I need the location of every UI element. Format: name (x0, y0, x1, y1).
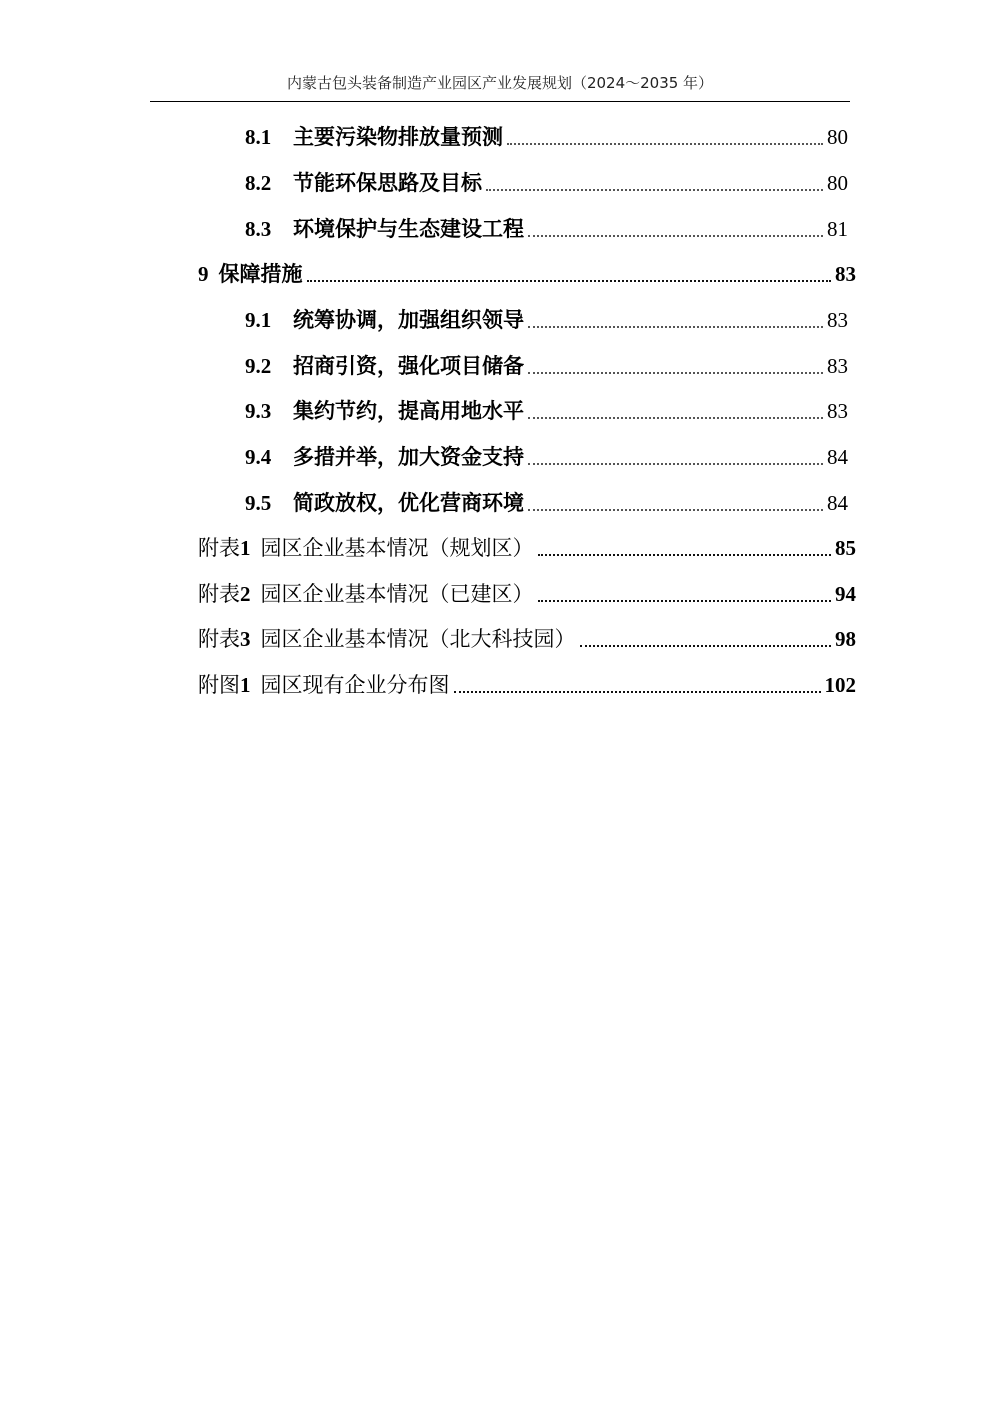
toc-entry-title: 多措并举，加大资金支持 (293, 445, 524, 469)
toc-entry-page: 98 (835, 627, 856, 651)
toc-entry-prefix: 附表 (198, 627, 240, 651)
toc-entry-page: 80 (827, 171, 848, 195)
toc-entry-9-1[interactable] (245, 305, 848, 335)
toc-leader-dots (528, 326, 823, 328)
toc-entry-page: 83 (835, 262, 856, 286)
toc-entry-page: 102 (824, 673, 856, 697)
toc-entry-title: 环境保护与生态建设工程 (293, 217, 524, 241)
toc-entry-page: 94 (835, 582, 856, 606)
toc-entry-page: 83 (827, 308, 848, 332)
toc-entry-9-2[interactable] (245, 351, 848, 381)
toc-leader-dots (538, 600, 832, 602)
toc-entry-number: 2 (240, 582, 251, 606)
toc-entry-title: 园区企业基本情况（北大科技园） (260, 627, 576, 651)
toc-entry-page: 85 (835, 536, 856, 560)
toc-entry-number: 9.1 (245, 308, 272, 332)
toc-entry-prefix: 附表 (198, 582, 240, 606)
toc-entry-number: 9.2 (245, 354, 272, 378)
toc-entry-title: 节能环保思路及目标 (293, 171, 482, 195)
toc-entry-page: 80 (827, 125, 848, 149)
toc-entry-page: 83 (827, 399, 848, 423)
toc-entry-prefix: 附图 (198, 673, 240, 697)
toc-leader-dots (486, 189, 823, 191)
toc-leader-dots (528, 509, 823, 511)
toc-leader-dots (580, 645, 832, 647)
toc-leader-dots (528, 372, 823, 374)
toc-entry-9-4[interactable] (245, 442, 848, 472)
header-rule (150, 101, 850, 102)
toc-entry-title: 集约节约，提高用地水平 (293, 399, 524, 423)
toc-entry-page: 83 (827, 354, 848, 378)
toc-entry-page: 81 (827, 217, 848, 241)
toc-entry-title: 招商引资，强化项目储备 (293, 354, 524, 378)
toc-entry-number: 1 (240, 673, 251, 697)
toc-entry-8-2[interactable] (245, 168, 848, 198)
toc-appendix-table-3[interactable] (198, 624, 856, 654)
toc-entry-8-1[interactable] (245, 122, 848, 152)
toc-entry-9-3[interactable] (245, 396, 848, 426)
toc-entry-title: 园区企业基本情况（规划区） (260, 536, 534, 560)
toc-entry-title: 统筹协调，加强组织领导 (293, 308, 524, 332)
toc-entry-title: 主要污染物排放量预测 (293, 125, 503, 149)
toc-entry-number: 3 (240, 627, 251, 651)
toc-entry-prefix: 附表 (198, 536, 240, 560)
toc-leader-dots (307, 280, 832, 282)
toc-entry-page: 84 (827, 445, 848, 469)
toc-leader-dots (528, 417, 823, 419)
toc-entry-title: 保障措施 (218, 262, 303, 286)
toc-entry-title: 园区现有企业分布图 (260, 673, 450, 697)
toc-entry-page: 84 (827, 491, 848, 515)
toc-leader-dots (507, 143, 823, 145)
toc-entry-number: 9.3 (245, 399, 272, 423)
toc-appendix-table-1[interactable] (198, 533, 856, 563)
toc-entry-title: 园区企业基本情况（已建区） (260, 582, 534, 606)
toc-leader-dots (538, 554, 832, 556)
toc-leader-dots (454, 691, 821, 693)
toc-entry-8-3[interactable] (245, 214, 848, 244)
toc-entry-number: 9 (198, 262, 209, 286)
toc-appendix-figure-1[interactable] (198, 670, 856, 700)
toc-appendix-table-2[interactable] (198, 579, 856, 609)
toc-leader-dots (528, 463, 823, 465)
running-header: 内蒙古包头装备制造产业园区产业发展规划（2024～2035 年） (286, 74, 714, 92)
toc-entry-9-5[interactable] (245, 488, 848, 518)
toc-entry-number: 9.4 (245, 445, 272, 469)
toc-entry-title: 简政放权，优化营商环境 (293, 491, 524, 515)
toc-entry-number: 8.3 (245, 217, 272, 241)
toc-entry-number: 1 (240, 536, 251, 560)
toc-entry-number: 8.2 (245, 171, 272, 195)
toc-leader-dots (528, 235, 823, 237)
toc-entry-number: 8.1 (245, 125, 272, 149)
toc-chapter-9[interactable] (198, 259, 856, 289)
toc-entry-number: 9.5 (245, 491, 272, 515)
